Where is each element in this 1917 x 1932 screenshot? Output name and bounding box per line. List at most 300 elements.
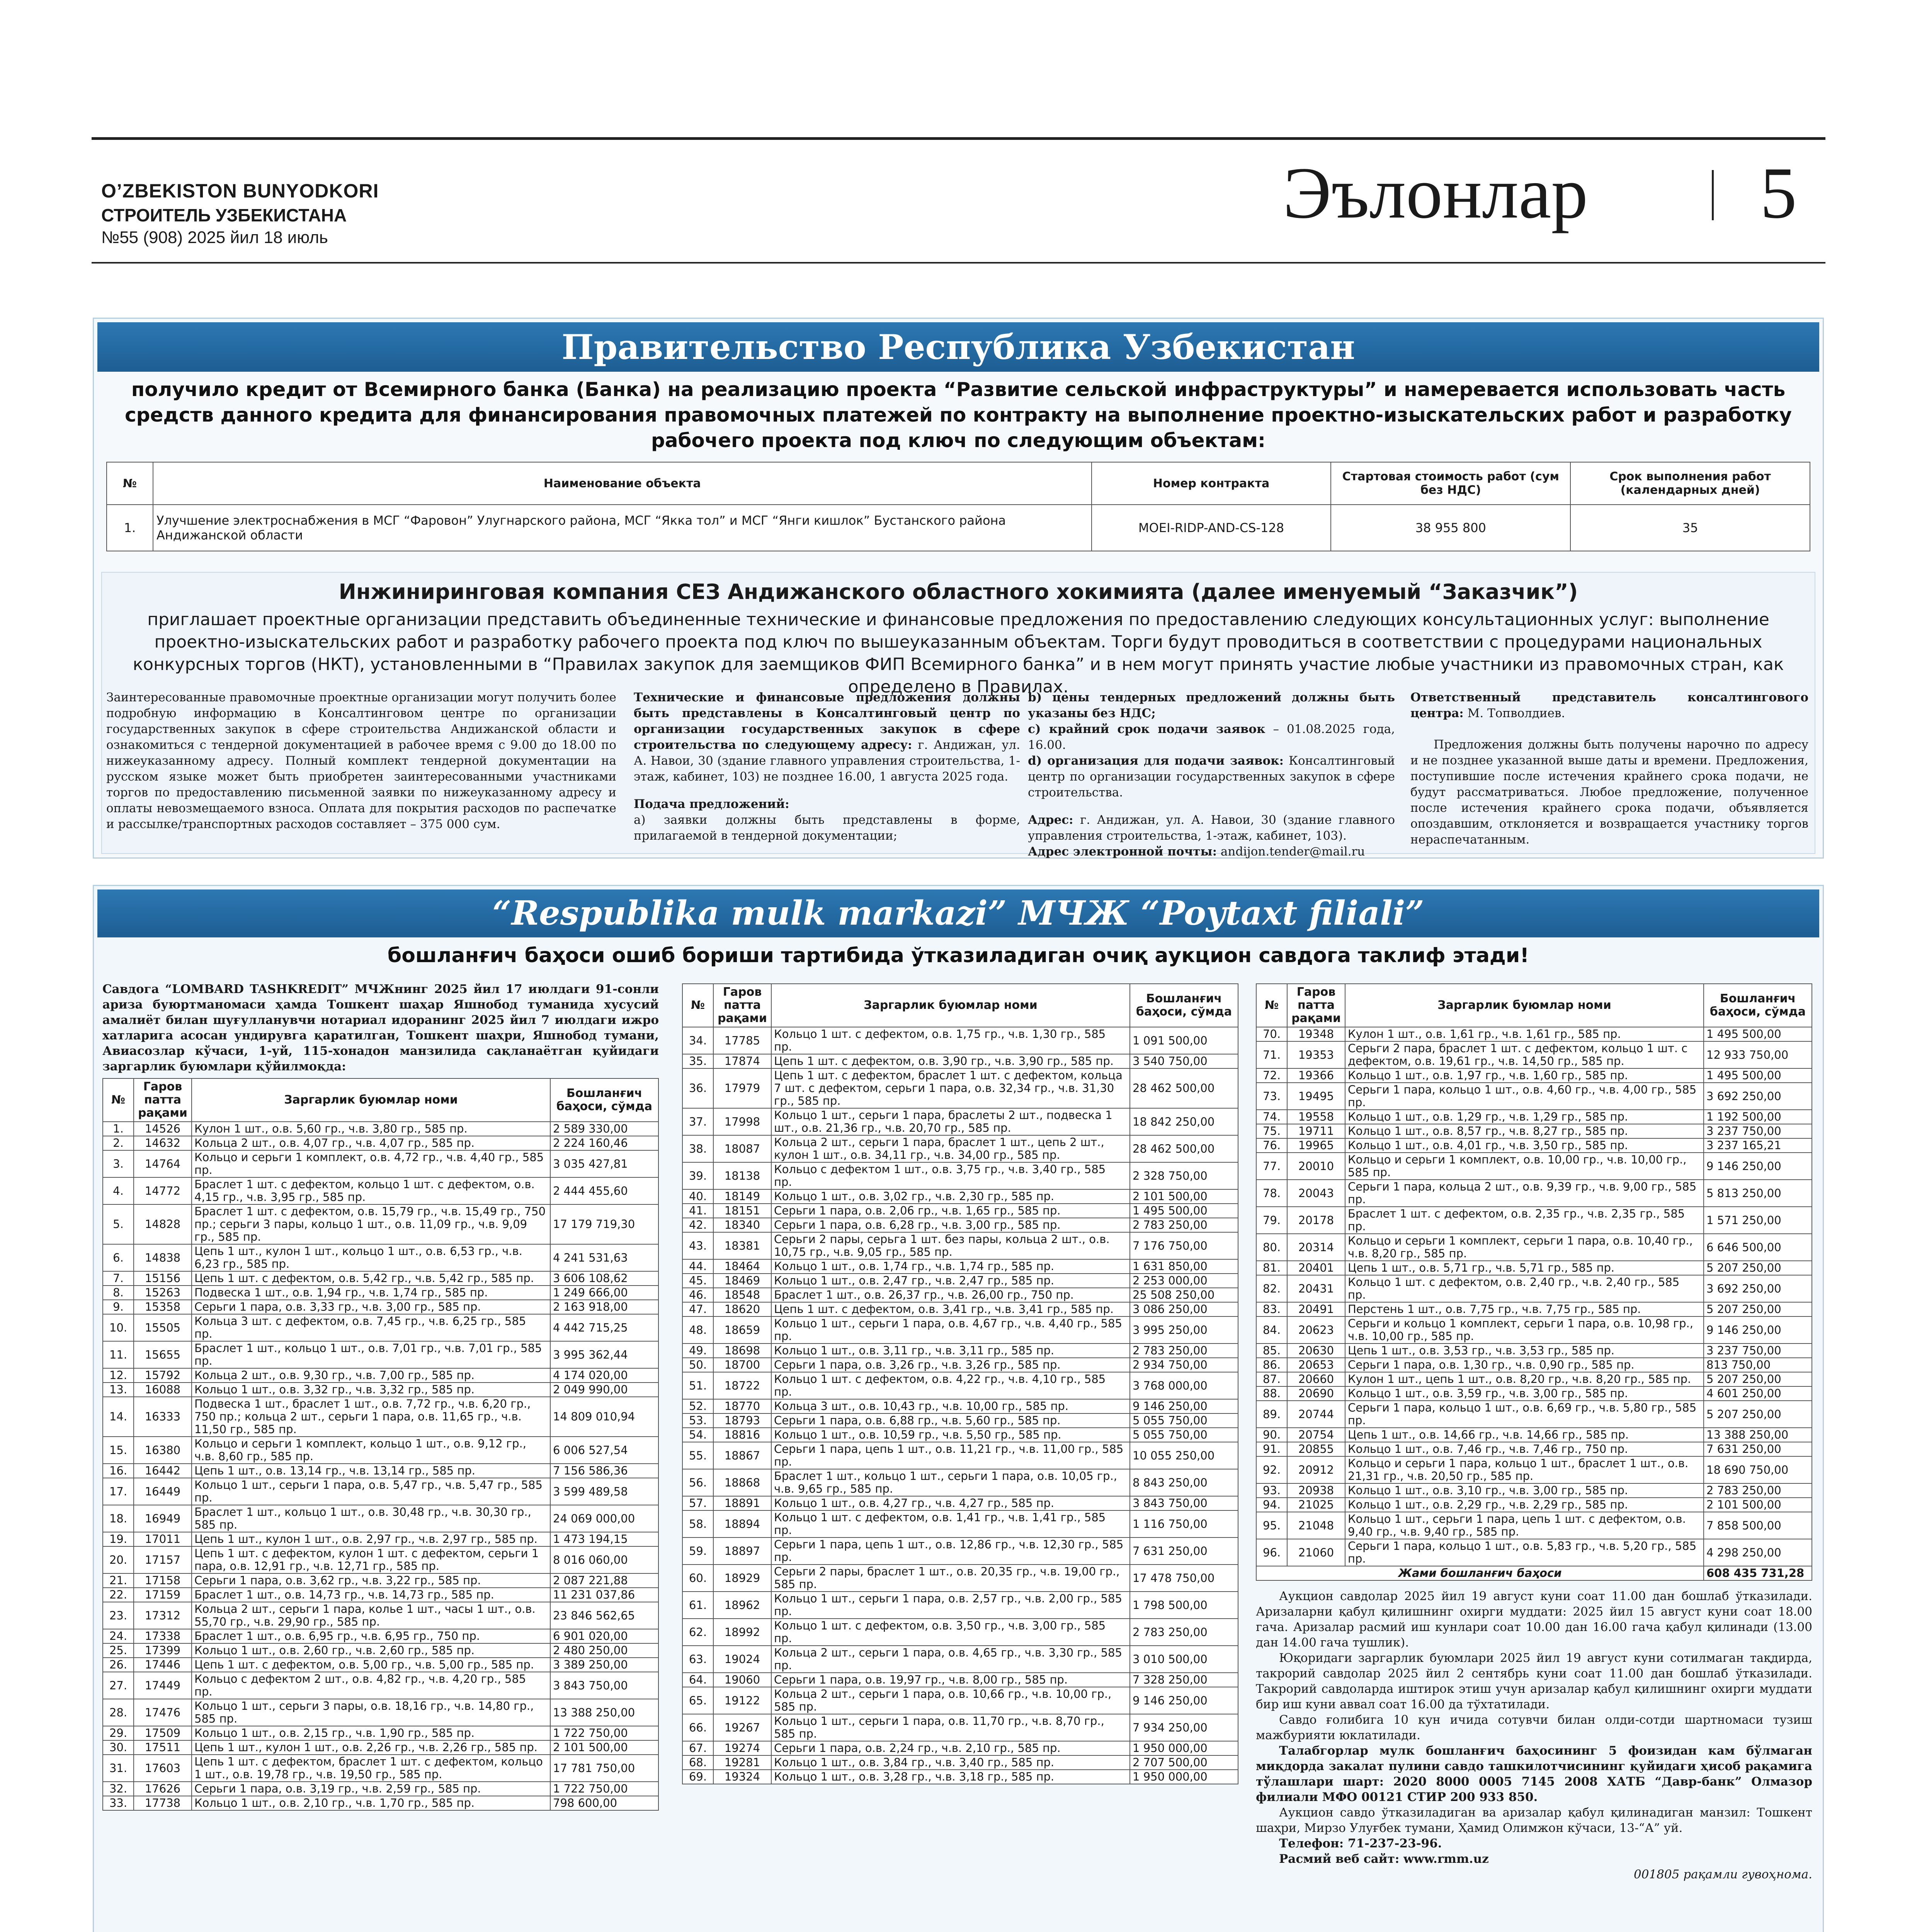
ticket-num: 17338 [134, 1629, 192, 1643]
lot-num: 28. [103, 1699, 134, 1726]
table-row [1256, 1234, 1812, 1261]
start-price: 7 176 750,00 [1130, 1232, 1238, 1259]
table-row [103, 1314, 658, 1341]
eng-col4-text: Предложения должны быть получены нарочно по адресу и не позднее указанной выше даты и времени. Предложения, поступившие после истечения крайнего срока подачи, не будут рассматриваться. Любое предложение, полученное после истечения крайнего срока подачи, объявляется опоздавшим, отклоняется и возвращается участнику торгов нераспечатанным. [1410, 738, 1808, 847]
start-price: 28 462 500,00 [1130, 1068, 1238, 1108]
ticket-num: 17399 [134, 1643, 192, 1658]
item-desc: Браслет 1 шт., кольцо 1 шт., о.в. 7,01 гр., ч.в. 7,01 гр., 585 пр. [192, 1341, 550, 1368]
lot-num: 48. [682, 1316, 713, 1344]
item-desc: Кольцо 1 шт., о.в. 3,84 гр., ч.в. 3,40 гр., 585 пр. [771, 1755, 1130, 1770]
item-desc: Цепь 1 шт., о.в. 3,53 гр., ч.в. 3,53 гр., 585 пр. [1345, 1344, 1704, 1358]
lot-num: 39. [682, 1162, 713, 1189]
lot-num: 41. [682, 1204, 713, 1218]
table-row [1256, 1068, 1812, 1083]
item-desc: Кольцо 1 шт., о.в. 3,11 гр., ч.в. 3,11 гр., 585 пр. [771, 1344, 1130, 1358]
table-row [103, 1136, 658, 1150]
table-row [682, 1218, 1238, 1232]
table-row [682, 1428, 1238, 1442]
lot-num: 84. [1256, 1316, 1287, 1344]
lot-num: 64. [682, 1673, 713, 1687]
table-row [103, 1286, 658, 1300]
lot-num: 68. [682, 1755, 713, 1770]
issue-info: №55 (908) 2025 йил 18 июль [101, 228, 328, 247]
lots-table-3 [1256, 983, 1812, 1581]
ticket-num: 15792 [134, 1368, 192, 1383]
start-price: 1 091 500,00 [1130, 1027, 1238, 1054]
lot-num: 13. [103, 1383, 134, 1397]
lot-num: 83. [1256, 1302, 1287, 1316]
item-desc: Кольца 2 шт., о.в. 4,07 гр., ч.в. 4,07 гр., 585 пр. [192, 1136, 550, 1150]
start-price: 3 237 750,00 [1704, 1344, 1812, 1358]
table-row [682, 1496, 1238, 1510]
header-bottom-rule [92, 262, 1825, 264]
table-row [103, 1204, 658, 1244]
table-row [103, 1341, 658, 1368]
th-item: Заргарлик буюмлар номи [192, 1078, 550, 1122]
lot-num: 86. [1256, 1358, 1287, 1372]
lot-num: 80. [1256, 1234, 1287, 1261]
lot-num: 44. [682, 1259, 713, 1274]
item-desc: Кольца 2 шт., серьги 1 пара, о.в. 10,66 гр., ч.в. 10,00 гр., 585 пр. [771, 1687, 1130, 1714]
table-row [1256, 1110, 1812, 1124]
ticket-num: 17785 [713, 1027, 771, 1054]
auction-note-1: Аукцион савдолар 2025 йил 19 август куни соат 11.00 дан бошлаб ўтказилади. Аризаларни қабул қилишнинг охирги муддати: 2025 йил 15 август куни соат 18.00 гача. Аризалар расмий иш кунлари соат 10.00 дан 16.00 гача қабул қилинади (13.00 дан 14.00 гача тушлик). [1256, 1589, 1812, 1650]
start-price: 12 933 750,00 [1704, 1041, 1812, 1068]
table-row [682, 1399, 1238, 1413]
start-price: 10 055 250,00 [1130, 1442, 1238, 1469]
table-row [103, 1796, 658, 1810]
item-desc: Браслет 1 шт., о.в. 26,37 гр., ч.в. 26,00 гр., 750 пр. [771, 1288, 1130, 1302]
start-price: 2 224 160,46 [550, 1136, 658, 1150]
lot-num: 47. [682, 1302, 713, 1316]
ticket-num: 18992 [713, 1619, 771, 1646]
table-row [682, 1204, 1238, 1218]
start-price: 3 995 362,44 [550, 1341, 658, 1368]
start-price: 17 478 750,00 [1130, 1565, 1238, 1592]
table-row [107, 505, 1810, 551]
start-price: 2 783 250,00 [1130, 1218, 1238, 1232]
start-price: 2 707 500,00 [1130, 1755, 1238, 1770]
ticket-num: 16333 [134, 1397, 192, 1437]
start-price: 6 901 020,00 [550, 1629, 658, 1643]
start-price: 9 146 250,00 [1704, 1153, 1812, 1180]
ticket-num: 20010 [1287, 1153, 1345, 1180]
eng-col4-bold: Ответственный представитель консалтингового центра: [1410, 690, 1808, 720]
lot-num: 10. [103, 1314, 134, 1341]
item-desc: Кольцо 1 шт., о.в. 2,47 гр., ч.в. 2,47 гр., 585 пр. [771, 1274, 1130, 1288]
item-desc: Кольца 2 шт., о.в. 9,30 гр., ч.в. 7,00 гр., 585 пр. [192, 1368, 550, 1383]
lot-num: 4. [103, 1177, 134, 1204]
table-row [682, 1755, 1238, 1770]
table-row [103, 1629, 658, 1643]
item-desc: Кольцо и серьги 1 комплект, о.в. 4,72 гр., ч.в. 4,40 гр., 585 пр. [192, 1150, 550, 1177]
ticket-num: 17157 [134, 1546, 192, 1573]
item-desc: Кольцо 1 шт., о.в. 3,10 гр., ч.в. 3,00 гр., 585 пр. [1345, 1483, 1704, 1498]
eng-col3-email: andijon.tender@mail.ru [1217, 845, 1365, 859]
ticket-num: 21025 [1287, 1498, 1345, 1512]
start-price: 4 442 715,25 [550, 1314, 658, 1341]
ticket-num: 18816 [713, 1428, 771, 1442]
lot-num: 23. [103, 1602, 134, 1629]
lot-num: 17. [103, 1478, 134, 1505]
item-desc: Цепь 1 шт., о.в. 5,71 гр., ч.в. 5,71 гр., 585 пр. [1345, 1261, 1704, 1275]
cell-cost: 38 955 800 [1331, 505, 1570, 551]
item-desc: Кулон 1 шт., о.в. 5,60 гр., ч.в. 3,80 гр., 585 пр. [192, 1122, 550, 1136]
ticket-num: 20754 [1287, 1428, 1345, 1442]
table-row [682, 1619, 1238, 1646]
lot-num: 20. [103, 1546, 134, 1573]
start-price: 5 207 250,00 [1704, 1261, 1812, 1275]
lot-num: 81. [1256, 1261, 1287, 1275]
item-desc: Серьги 1 пара, о.в. 3,33 гр., ч.в. 3,00 гр., 585 пр. [192, 1300, 550, 1314]
item-desc: Браслет 1 шт., кольцо 1 шт., серьги 1 пара, о.в. 10,05 гр., ч.в. 9,65 гр., 585 пр. [771, 1469, 1130, 1496]
item-desc: Кольца 2 шт., серьги 1 пара, колье 1 шт., часы 1 шт., о.в. 55,70 гр., ч.в. 29,90 гр., 585 пр. [192, 1602, 550, 1629]
lot-num: 82. [1256, 1275, 1287, 1302]
lot-num: 7. [103, 1271, 134, 1286]
eng-col3-c-bold: c) крайний срок подачи заявок [1028, 722, 1266, 736]
start-price: 2 480 250,00 [550, 1643, 658, 1658]
item-desc: Цепь 1 шт. с дефектом, о.в. 3,41 гр., ч.в. 3,41 гр., 585 пр. [771, 1302, 1130, 1316]
start-price: 2 783 250,00 [1130, 1344, 1238, 1358]
item-desc: Перстень 1 шт., о.в. 7,75 гр., ч.в. 7,75 гр., 585 пр. [1345, 1302, 1704, 1316]
start-price: 798 600,00 [550, 1796, 658, 1810]
table-row [682, 1469, 1238, 1496]
item-desc: Кольцо с дефектом 2 шт., о.в. 4,82 гр., ч.в. 4,20 гр., 585 пр. [192, 1672, 550, 1699]
table-row [1256, 1428, 1812, 1442]
start-price: 13 388 250,00 [550, 1699, 658, 1726]
item-desc: Кольца 2 шт., серьги 1 пара, браслет 1 шт., цепь 2 шт., кулон 1 шт., о.в. 34,11 гр., ч.в. 34,00 гр., 585 пр. [771, 1135, 1130, 1162]
lots-table-1 [102, 1078, 659, 1811]
table-row [682, 1054, 1238, 1068]
table-row [682, 1592, 1238, 1619]
lot-num: 66. [682, 1714, 713, 1741]
table-row [103, 1397, 658, 1437]
item-desc: Кольцо 1 шт. с дефектом, о.в. 4,22 гр., ч.в. 4,10 гр., 585 пр. [771, 1372, 1130, 1399]
ticket-num: 14526 [134, 1122, 192, 1136]
ticket-num: 20623 [1287, 1316, 1345, 1344]
start-price: 1 192 500,00 [1704, 1110, 1812, 1124]
ticket-num: 17509 [134, 1726, 192, 1740]
item-desc: Серьги 1 пара, о.в. 19,97 гр., ч.в. 8,00 гр., 585 пр. [771, 1673, 1130, 1687]
start-price: 3 010 500,00 [1130, 1646, 1238, 1673]
table-row [103, 1383, 658, 1397]
cell-num: 1. [107, 505, 153, 551]
table-row [103, 1658, 658, 1672]
start-price: 1 495 500,00 [1130, 1204, 1238, 1218]
start-price: 6 006 527,54 [550, 1437, 658, 1464]
ticket-num: 18138 [713, 1162, 771, 1189]
ticket-num: 15156 [134, 1271, 192, 1286]
lot-num: 19. [103, 1532, 134, 1546]
start-price: 3 599 489,58 [550, 1478, 658, 1505]
table-row [1256, 1344, 1812, 1358]
table-row [1256, 1512, 1812, 1539]
start-price: 24 069 000,00 [550, 1505, 658, 1532]
start-price: 2 589 330,00 [550, 1122, 658, 1136]
masthead-latin: O’ZBEKISTON BUNYODKORI [101, 180, 379, 202]
start-price: 2 101 500,00 [1130, 1189, 1238, 1204]
cell-days: 35 [1570, 505, 1810, 551]
lot-num: 45. [682, 1274, 713, 1288]
item-desc: Цепь 1 шт. с дефектом, браслет 1 шт. с дефектом, кольца 7 шт. с дефектом, серьги 1 пара, о.в. 32,34 гр., ч.в. 31,30 гр., 585 пр. [771, 1068, 1130, 1108]
start-price: 3 606 108,62 [550, 1271, 658, 1286]
ticket-num: 20690 [1287, 1386, 1345, 1401]
item-desc: Кольцо и серьги 1 комплект, серьги 1 пара, о.в. 10,40 гр., ч.в. 8,20 гр., 585 пр. [1345, 1234, 1704, 1261]
start-price: 7 328 250,00 [1130, 1673, 1238, 1687]
cell-object: Улучшение электроснабжения в МСГ “Фаровон” Улугнарского района, МСГ “Якка тол” и МСГ “Янги кишлок” Бустанского района Андижанской области [153, 505, 1092, 551]
lot-num: 3. [103, 1150, 134, 1177]
start-price: 5 813 250,00 [1704, 1180, 1812, 1207]
ticket-num: 14632 [134, 1136, 192, 1150]
table-row [103, 1478, 658, 1505]
item-desc: Браслет 1 шт., кольцо 1 шт., о.в. 30,48 гр., ч.в. 30,30 гр., 585 пр. [192, 1505, 550, 1532]
ticket-num: 18897 [713, 1537, 771, 1565]
start-price: 4 298 250,00 [1704, 1539, 1812, 1566]
th-ticket: Гаров патта рақами [713, 984, 771, 1027]
ticket-num: 17446 [134, 1658, 192, 1672]
item-desc: Кольцо 1 шт., о.в. 2,10 гр., ч.в. 1,70 гр., 585 пр. [192, 1796, 550, 1810]
table-row [682, 1741, 1238, 1755]
item-desc: Серьги 2 пара, браслет 1 шт. с дефектом, кольцо 1 шт. с дефектом, о.в. 19,61 гр., ч.в. 14,50 гр., 585 пр. [1345, 1041, 1704, 1068]
ticket-num: 18698 [713, 1344, 771, 1358]
ticket-num: 20912 [1287, 1456, 1345, 1483]
lot-num: 31. [103, 1755, 134, 1782]
start-price: 2 444 455,60 [550, 1177, 658, 1204]
start-price: 11 231 037,86 [550, 1588, 658, 1602]
ticket-num: 20630 [1287, 1344, 1345, 1358]
th-num: № [1256, 984, 1287, 1027]
ticket-num: 18464 [713, 1259, 771, 1274]
lot-num: 40. [682, 1189, 713, 1204]
ticket-num: 18929 [713, 1565, 771, 1592]
item-desc: Серьги 1 пара, цепь 1 шт., о.в. 11,21 гр., ч.в. 11,00 гр., 585 пр. [771, 1442, 1130, 1469]
item-desc: Кольцо 1 шт., о.в. 3,02 гр., ч.в. 2,30 гр., 585 пр. [771, 1189, 1130, 1204]
table-row [1256, 1539, 1812, 1566]
table-row [1256, 1041, 1812, 1068]
lot-num: 77. [1256, 1153, 1287, 1180]
item-desc: Кольцо 1 шт., о.в. 4,01 гр., ч.в. 3,50 гр., 585 пр. [1345, 1138, 1704, 1153]
lot-num: 50. [682, 1358, 713, 1372]
auction-lede: бошланғич баҳоси ошиб бориши тартибида ўтказиладиган очиқ аукцион савдога таклиф этади! [387, 944, 1529, 967]
table-row [103, 1755, 658, 1782]
table-row [1256, 1483, 1812, 1498]
ticket-num: 19366 [1287, 1068, 1345, 1083]
start-price: 3 843 750,00 [550, 1672, 658, 1699]
ticket-num: 20178 [1287, 1207, 1345, 1234]
ticket-num: 18894 [713, 1510, 771, 1537]
engineering-lede: приглашает проектные организации представить объединенные технические и финансовые предложения по предоставлению следующих консультационных услуг: выполнение проектно-изыскательских работ и разработку рабочего проекта под ключ по вышеуказанным объектам. Торги будут проводиться в соответствии с процедурами национальных конкурсных торгов (НКТ), установленными в “Правилах закупок для заемщиков ФИП Всемирного банка” и в нем могут принять участие любые участники из правомочных стран, как определено в Правилах. [133, 610, 1784, 697]
start-price: 5 055 750,00 [1130, 1413, 1238, 1428]
table-row [682, 1316, 1238, 1344]
item-desc: Цепь 1 шт., о.в. 13,14 гр., ч.в. 13,14 гр., 585 пр. [192, 1464, 550, 1478]
item-desc: Браслет 1 шт. с дефектом, о.в. 15,79 гр., ч.в. 15,49 гр., 750 пр.; серьги 3 пары, кольцо 1 шт., о.в. 11,09 гр., ч.в. 9,09 гр., 585 пр. [192, 1204, 550, 1244]
item-desc: Цепь 1 шт., о.в. 14,66 гр., ч.в. 14,66 гр., 585 пр. [1345, 1428, 1704, 1442]
item-desc: Серьги 1 пара, о.в. 3,62 гр., ч.в. 3,22 гр., 585 пр. [192, 1573, 550, 1588]
start-price: 3 843 750,00 [1130, 1496, 1238, 1510]
eng-col3-email-bold: Адрес электронной почты: [1028, 845, 1217, 859]
certificate-number: 001805 рақамли гувоҳнома. [1634, 1867, 1812, 1881]
lot-num: 43. [682, 1232, 713, 1259]
item-desc: Серьги 2 пары, браслет 1 шт., о.в. 20,35 гр., ч.в. 19,00 гр., 585 пр. [771, 1565, 1130, 1592]
lot-num: 14. [103, 1397, 134, 1437]
item-desc: Серьги 1 пара, о.в. 2,06 гр., ч.в. 1,65 гр., 585 пр. [771, 1204, 1130, 1218]
item-desc: Серьги и кольцо 1 комплект, серьги 1 пара, о.в. 10,98 гр., ч.в. 10,00 гр., 585 пр. [1345, 1316, 1704, 1344]
table-row [103, 1573, 658, 1588]
start-price: 7 934 250,00 [1130, 1714, 1238, 1741]
start-price: 1 722 750,00 [550, 1726, 658, 1740]
table-row [682, 1302, 1238, 1316]
header-divider [1712, 170, 1714, 220]
table-row [1256, 1372, 1812, 1386]
item-desc: Серьги 1 пара, цепь 1 шт., о.в. 12,86 гр., ч.в. 12,30 гр., 585 пр. [771, 1537, 1130, 1565]
ticket-num: 18087 [713, 1135, 771, 1162]
table-row [103, 1546, 658, 1573]
lot-num: 52. [682, 1399, 713, 1413]
item-desc: Кольцо и серьги 1 комплект, о.в. 10,00 гр., ч.в. 10,00 гр., 585 пр. [1345, 1153, 1704, 1180]
th-num: № [103, 1078, 134, 1122]
ticket-num: 21048 [1287, 1512, 1345, 1539]
start-price: 5 207 250,00 [1704, 1401, 1812, 1428]
item-desc: Кольца 3 шт. с дефектом, о.в. 7,45 гр., ч.в. 6,25 гр., 585 пр. [192, 1314, 550, 1341]
item-desc: Кольцо 1 шт., серьги 1 пара, о.в. 5,47 гр., ч.в. 5,47 гр., 585 пр. [192, 1478, 550, 1505]
item-desc: Кольцо 1 шт. с дефектом, о.в. 3,50 гр., ч.в. 3,00 гр., 585 пр. [771, 1619, 1130, 1646]
ticket-num: 16088 [134, 1383, 192, 1397]
item-desc: Кольцо и серьги 1 комплект, кольцо 1 шт., о.в. 9,12 гр., ч.в. 8,60 гр., 585 пр. [192, 1437, 550, 1464]
item-desc: Кольцо 1 шт., о.в. 2,60 гр., ч.в. 2,60 гр., 585 пр. [192, 1643, 550, 1658]
start-price: 5 207 250,00 [1704, 1372, 1812, 1386]
ticket-num: 20660 [1287, 1372, 1345, 1386]
start-price: 28 462 500,00 [1130, 1135, 1238, 1162]
start-price: 3 692 250,00 [1704, 1275, 1812, 1302]
table-row [1256, 1261, 1812, 1275]
item-desc: Кольцо 1 шт., серьги 1 пара, браслеты 2 шт., подвеска 1 шт., о.в. 21,36 гр., ч.в. 20,70 гр., 585 пр. [771, 1108, 1130, 1135]
lot-num: 37. [682, 1108, 713, 1135]
lot-num: 74. [1256, 1110, 1287, 1124]
table-row [1256, 1302, 1812, 1316]
table-row [682, 1108, 1238, 1135]
lot-num: 69. [682, 1770, 713, 1784]
auction-phone: Телефон: 71-237-23-96. [1279, 1837, 1442, 1850]
ticket-num: 17979 [713, 1068, 771, 1108]
ticket-num: 20431 [1287, 1275, 1345, 1302]
ticket-num: 18891 [713, 1496, 771, 1510]
start-price: 25 508 250,00 [1130, 1288, 1238, 1302]
th-ticket: Гаров патта рақами [134, 1078, 192, 1122]
ticket-num: 20938 [1287, 1483, 1345, 1498]
ticket-num: 18620 [713, 1302, 771, 1316]
item-desc: Цепь 1 шт. с дефектом, браслет 1 шт. с дефектом, кольцо 1 шт., о.в. 19,78 гр., ч.в. 19,50 гр., 585 пр. [192, 1755, 550, 1782]
item-desc: Браслет 1 шт., о.в. 14,73 гр., ч.в. 14,73 гр., 585 пр. [192, 1588, 550, 1602]
lot-num: 91. [1256, 1442, 1287, 1456]
ticket-num: 19267 [713, 1714, 771, 1741]
table-row [682, 1358, 1238, 1372]
item-desc: Кольцо 1 шт., о.в. 7,46 гр., ч.в. 7,46 гр., 750 пр. [1345, 1442, 1704, 1456]
ticket-num: 18340 [713, 1218, 771, 1232]
eng-col3-d: Консалтинговый центр по организации государственных закупок в сфере строительства. [1028, 754, 1395, 799]
start-price: 14 809 010,94 [550, 1397, 658, 1437]
table-row [103, 1368, 658, 1383]
start-price: 4 174 020,00 [550, 1368, 658, 1383]
start-price: 3 995 250,00 [1130, 1316, 1238, 1344]
auction-note-3: Савдо ғолибига 10 кун ичида сотувчи билан олди-сотди шартномаси тузиш мажбурияти юклатилади. [1256, 1713, 1812, 1742]
item-desc: Кольца 2 шт., серьги 1 пара, о.в. 4,65 гр., ч.в. 3,30 гр., 585 пр. [771, 1646, 1130, 1673]
start-price: 13 388 250,00 [1704, 1428, 1812, 1442]
ticket-num: 18469 [713, 1274, 771, 1288]
table-row [1256, 1138, 1812, 1153]
item-desc: Цепь 1 шт. с дефектом, кулон 1 шт. с дефектом, серьги 1 пара, о.в. 12,91 гр., ч.в. 12,71 гр., 585 пр. [192, 1546, 550, 1573]
auction-col-3 [1256, 983, 1812, 1882]
item-desc: Кольцо 1 шт. с дефектом, о.в. 1,41 гр., ч.в. 1,41 гр., 585 пр. [771, 1510, 1130, 1537]
table-row [103, 1177, 658, 1204]
item-desc: Серьги 1 пара, о.в. 2,24 гр., ч.в. 2,10 гр., 585 пр. [771, 1741, 1130, 1755]
start-price: 3 035 427,81 [550, 1150, 658, 1177]
auction-note-5: Аукцион савдо ўтказиладиган ва аризалар қабул қилинадиган манзил: Тошкент шаҳри, Мирзо Улуғбек тумани, Ҳамид Олимжон кўчаси, 13-“А” уй. [1256, 1806, 1812, 1835]
th-num: № [682, 984, 713, 1027]
item-desc: Серьги 1 пара, о.в. 6,28 гр., ч.в. 3,00 гр., 585 пр. [771, 1218, 1130, 1232]
ticket-num: 20314 [1287, 1234, 1345, 1261]
item-desc: Кольцо 1 шт., о.в. 2,29 гр., ч.в. 2,29 гр., 585 пр. [1345, 1498, 1704, 1512]
lot-num: 15. [103, 1437, 134, 1464]
cell-contract: MOEI-RIDP-AND-CS-128 [1092, 505, 1331, 551]
item-desc: Браслет 1 шт. с дефектом, о.в. 2,35 гр., ч.в. 2,35 гр., 585 пр. [1345, 1207, 1704, 1234]
th-price: Бошланғич баҳоси, сўмда [1130, 984, 1238, 1027]
lot-num: 75. [1256, 1124, 1287, 1138]
lot-num: 8. [103, 1286, 134, 1300]
ticket-num: 18548 [713, 1288, 771, 1302]
lot-num: 63. [682, 1646, 713, 1673]
ticket-num: 17449 [134, 1672, 192, 1699]
lot-num: 32. [103, 1782, 134, 1796]
lot-num: 51. [682, 1372, 713, 1399]
lot-num: 34. [682, 1027, 713, 1054]
eng-col2-a: а) заявки должны быть представлены в форме, прилагаемой в тендерной документации; [634, 813, 1020, 843]
start-price: 7 858 500,00 [1704, 1512, 1812, 1539]
item-desc: Серьги 1 пара, кольцо 1 шт., о.в. 4,60 гр., ч.в. 4,00 гр., 585 пр. [1345, 1083, 1704, 1110]
start-price: 23 846 562,65 [550, 1602, 658, 1629]
start-price: 6 646 500,00 [1704, 1234, 1812, 1261]
item-desc: Кольцо 1 шт., о.в. 3,59 гр., ч.в. 3,00 гр., 585 пр. [1345, 1386, 1704, 1401]
ticket-num: 18770 [713, 1399, 771, 1413]
lot-num: 79. [1256, 1207, 1287, 1234]
lot-num: 70. [1256, 1027, 1287, 1041]
ticket-num: 15358 [134, 1300, 192, 1314]
ticket-num: 20744 [1287, 1401, 1345, 1428]
lot-num: 89. [1256, 1401, 1287, 1428]
table-row [682, 1413, 1238, 1428]
lot-num: 33. [103, 1796, 134, 1810]
lot-num: 93. [1256, 1483, 1287, 1498]
table-row [682, 1646, 1238, 1673]
item-desc: Серьги 1 пара, о.в. 1,30 гр., ч.в. 0,90 гр., 585 пр. [1345, 1358, 1704, 1372]
item-desc: Кольцо 1 шт. с дефектом, о.в. 2,40 гр., ч.в. 2,40 гр., 585 пр. [1345, 1275, 1704, 1302]
item-desc: Кольцо 1 шт., серьги 1 пара, цепь 1 шт. с дефектом, о.в. 9,40 гр., ч.в. 9,40 гр., 585 пр. [1345, 1512, 1704, 1539]
table-row [682, 1135, 1238, 1162]
ticket-num: 17998 [713, 1108, 771, 1135]
eng-col3-d-bold: d) организация для подачи заявок: [1028, 754, 1284, 768]
table-row [103, 1782, 658, 1796]
lot-num: 30. [103, 1740, 134, 1755]
item-desc: Подвеска 1 шт., браслет 1 шт., о.в. 7,72 гр., ч.в. 6,20 гр., 750 пр.; кольца 2 шт., серьги 1 пара, о.в. 11,65 гр., ч.в. 11,50 гр., 585 пр. [192, 1397, 550, 1437]
auction-site: Расмий веб сайт: www.rmm.uz [1279, 1852, 1489, 1866]
th-price: Бошланғич баҳоси, сўмда [550, 1078, 658, 1122]
ticket-num: 19353 [1287, 1041, 1345, 1068]
start-price: 2 783 250,00 [1130, 1619, 1238, 1646]
ticket-num: 18722 [713, 1372, 771, 1399]
lot-num: 57. [682, 1496, 713, 1510]
start-price: 1 631 850,00 [1130, 1259, 1238, 1274]
table-row [682, 1344, 1238, 1358]
lot-num: 85. [1256, 1344, 1287, 1358]
